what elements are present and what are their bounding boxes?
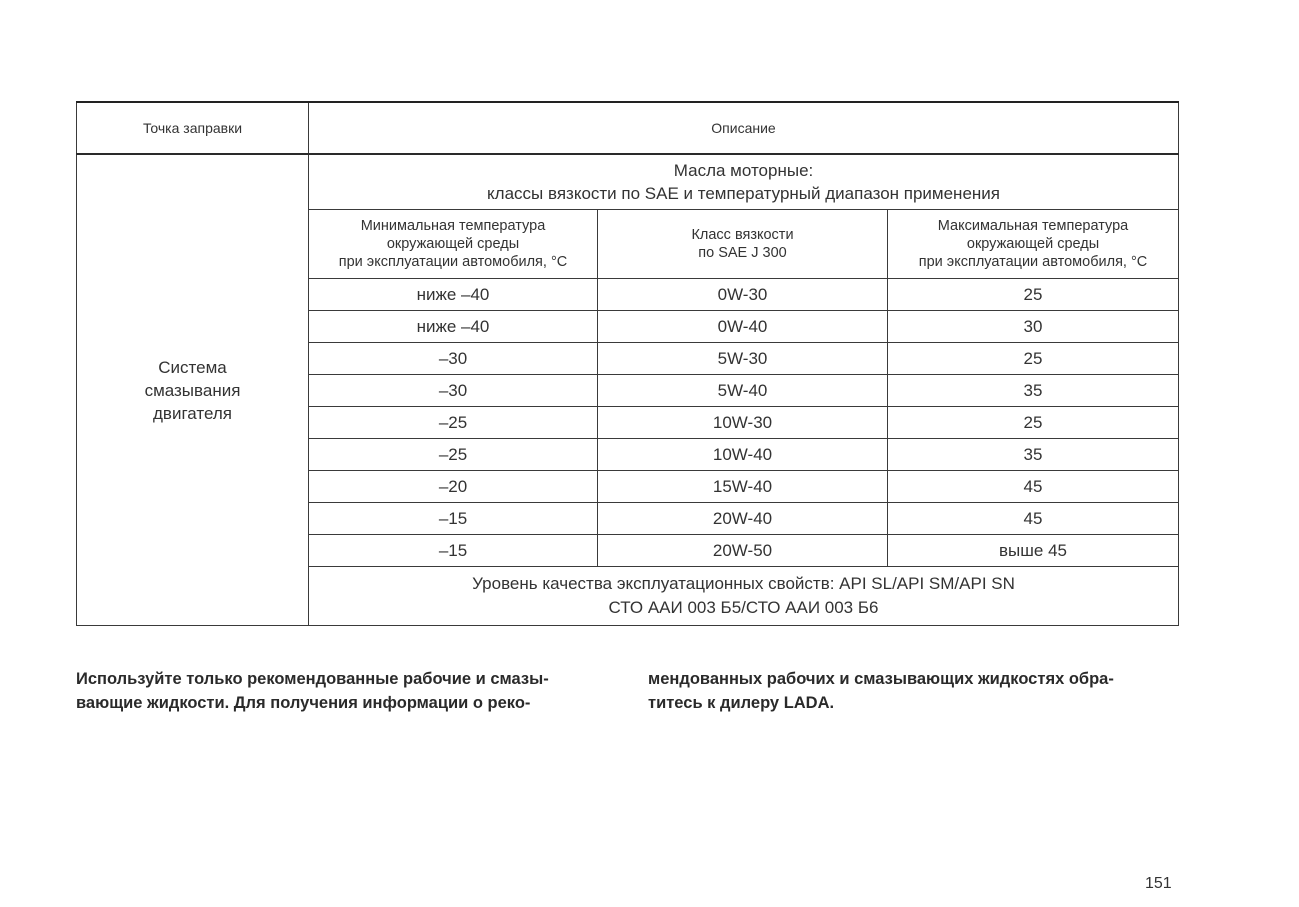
max-temp-header-line: окружающей среды [966,236,1100,252]
oils-title-row [77,154,1179,210]
quality-level-cell [309,567,1179,626]
header-description: Описание [309,102,1179,154]
min-temp-cell: –30 [309,343,598,375]
max-temp-cell: 35 [888,375,1179,407]
min-temp-header-line: Минимальная температура [360,218,546,234]
max-temp-header-line: при эксплуатации автомобиля, °С [918,254,1148,270]
min-temp-cell: –20 [309,471,598,503]
min-temp-cell: –30 [309,375,598,407]
viscosity-header-line: Класс вязкости [691,227,794,243]
note-line: Используйте только рекомендованные рабочие и смазы- [76,670,549,688]
min-temp-cell: –15 [309,535,598,567]
system-label-line: смазывания [144,380,241,400]
viscosity-cell: 5W-30 [598,343,888,375]
viscosity-class-header [598,210,888,279]
max-temp-header-line: Максимальная температура [937,218,1129,234]
note-left-column [76,667,606,715]
viscosity-header-line: по SAE J 300 [698,245,787,261]
page-number: 151 [1145,875,1172,892]
max-temp-cell: 45 [888,471,1179,503]
max-temp-cell: 35 [888,439,1179,471]
header-refill-point: Точка заправки [77,102,309,154]
oil-specification-table [76,101,1179,626]
viscosity-cell: 0W-30 [598,279,888,311]
max-temp-cell: 25 [888,279,1179,311]
viscosity-cell: 15W-40 [598,471,888,503]
system-label-line: Система [158,357,227,377]
viscosity-cell: 20W-40 [598,503,888,535]
min-temp-header-line: при эксплуатации автомобиля, °С [338,254,568,270]
quality-standard-line: СТО ААИ 003 Б5/СТО ААИ 003 Б6 [608,598,879,617]
quality-level-line: Уровень качества эксплуатационных свойств: API SL/API SM/API SN [472,574,1015,593]
viscosity-cell: 0W-40 [598,311,888,343]
note-line: вающие жидкости. Для получения информации о реко- [76,694,531,712]
min-temp-header-line: окружающей среды [386,236,520,252]
table-header-row [77,102,1179,154]
viscosity-cell: 5W-40 [598,375,888,407]
max-temp-cell: 25 [888,343,1179,375]
min-temp-cell: –15 [309,503,598,535]
viscosity-cell: 10W-40 [598,439,888,471]
note-right-column [648,667,1178,715]
note-line: титесь к дилеру LADA. [648,694,835,712]
max-temp-header [888,210,1179,279]
min-temp-cell: –25 [309,439,598,471]
system-label-line: двигателя [153,403,232,423]
max-temp-cell: 45 [888,503,1179,535]
motor-oils-title-line: Масла моторные: [673,161,814,180]
min-temp-header [309,210,598,279]
note-line: мендованных рабочих и смазывающих жидкостях обра- [648,670,1114,688]
motor-oils-subtitle-line: классы вязкости по SAE и температурный диапазон применения [487,184,1000,203]
viscosity-cell: 10W-30 [598,407,888,439]
min-temp-cell: ниже –40 [309,279,598,311]
max-temp-cell: 25 [888,407,1179,439]
min-temp-cell: –25 [309,407,598,439]
max-temp-cell: 30 [888,311,1179,343]
viscosity-cell: 20W-50 [598,535,888,567]
lubrication-system-cell [77,154,309,626]
motor-oils-title [309,154,1179,210]
min-temp-cell: ниже –40 [309,311,598,343]
max-temp-cell: выше 45 [888,535,1179,567]
